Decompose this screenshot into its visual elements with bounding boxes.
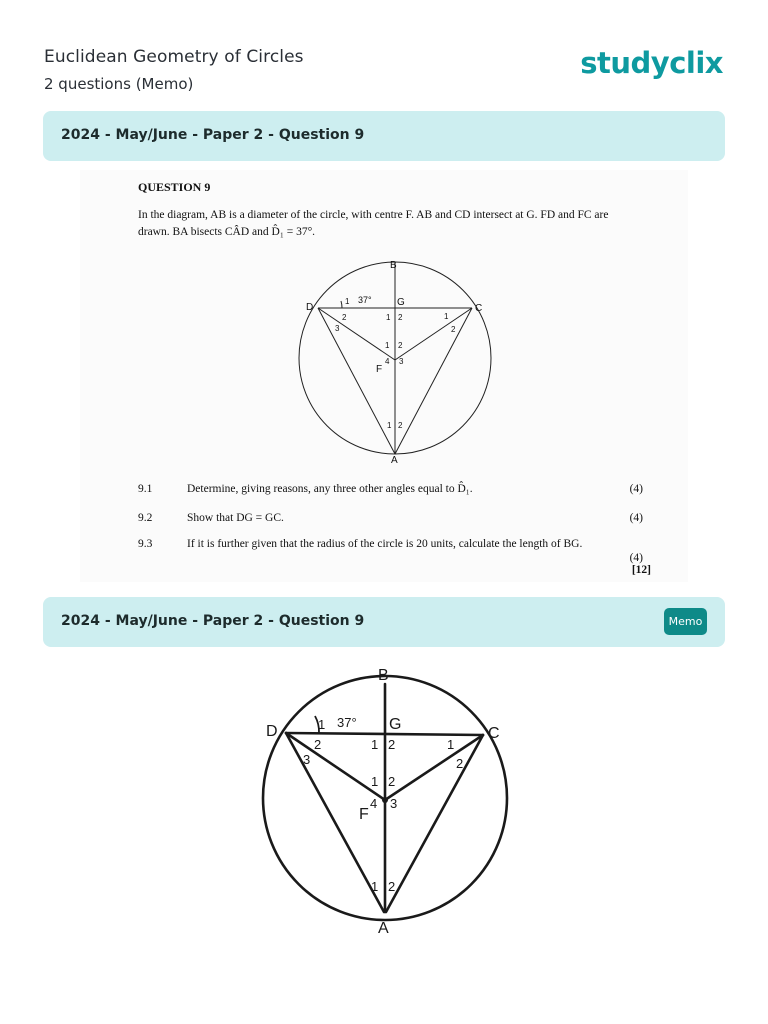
memo-angle-f4: 4 — [370, 796, 378, 811]
angle-f1: 1 — [385, 341, 390, 350]
point-a-label: A — [391, 455, 398, 466]
question-total-marks: [12] — [631, 564, 651, 576]
angle-d2: 2 — [342, 313, 347, 322]
angle-g1: 1 — [386, 313, 391, 322]
angle-c2: 2 — [451, 325, 456, 334]
angle-d1: 1 — [345, 297, 350, 306]
studyclix-logo[interactable]: studyclix — [580, 46, 723, 80]
memo-angle-g1: 1 — [371, 737, 379, 752]
angle-a1: 1 — [387, 421, 392, 430]
point-c-label: C — [475, 303, 483, 314]
memo-line-cf — [385, 735, 483, 800]
angle-f2: 2 — [398, 341, 403, 350]
point-g-label: G — [397, 297, 405, 308]
point-f-label: F — [376, 364, 383, 375]
memo-angle-f3: 3 — [390, 796, 398, 811]
memo-angle-f1: 1 — [371, 774, 379, 789]
angle-f3: 3 — [399, 357, 404, 366]
memo-angle-d1: 1 — [318, 717, 326, 732]
memo-angle-d3: 3 — [303, 752, 311, 767]
memo-centre-dot — [382, 797, 388, 803]
question-item-marks: (4) — [629, 483, 643, 495]
memo-point-c: C — [488, 725, 500, 742]
memo-button[interactable]: Memo — [664, 608, 707, 635]
angle-a2: 2 — [398, 421, 403, 430]
memo-angle-d2: 2 — [314, 737, 322, 752]
angle-f4: 4 — [385, 357, 390, 366]
memo-angle-f2: 2 — [388, 774, 396, 789]
question-item-number: 9.2 — [138, 512, 153, 524]
question-item-number: 9.1 — [138, 483, 153, 495]
angle-g2: 2 — [398, 313, 403, 322]
document-title: Euclidean Geometry of Circles — [44, 47, 304, 67]
question-item-text: If it is further given that the radius of the circle is 20 units, calculate the length of BG. — [187, 538, 583, 550]
memo-angle-c1: 1 — [447, 737, 455, 752]
memo-angle-a1: 1 — [371, 879, 379, 894]
document-subtitle: 2 questions (Memo) — [44, 75, 194, 93]
point-b-label: B — [390, 260, 397, 271]
angle-37-label: 37° — [358, 295, 372, 305]
angle-d3: 3 — [335, 324, 340, 333]
memo-point-f: F — [359, 806, 369, 823]
question-item-text: Show that DG = GC. — [187, 512, 284, 524]
memo-angle-g2: 2 — [388, 737, 396, 752]
memo-bar-label: 2024 - May/June - Paper 2 - Question 9 — [61, 613, 365, 629]
question-item-number: 9.3 — [138, 538, 153, 550]
question-heading: QUESTION 9 — [138, 180, 211, 194]
memo-point-a: A — [378, 920, 389, 937]
memo-point-d: D — [266, 723, 278, 740]
memo-angle-c2: 2 — [456, 756, 464, 771]
question-intro: In the diagram, AB is a diameter of the circle, with centre F. AB and CD intersect at G. FD and FC are drawn. BA bisects CÂD and D̂₁ = 37°. — [138, 209, 609, 238]
question-bar-label: 2024 - May/June - Paper 2 - Question 9 — [61, 127, 365, 143]
question-item-text: Determine, giving reasons, any three other angles equal to D̂₁. — [187, 483, 473, 495]
memo-angle-a2: 2 — [388, 879, 396, 894]
memo-angle-37-label: 37° — [337, 715, 357, 730]
memo-chord-dc — [286, 733, 483, 735]
angle-c1: 1 — [444, 312, 449, 321]
memo-point-b: B — [378, 667, 389, 684]
question-item-marks: (4) — [629, 552, 643, 564]
point-d-label: D — [306, 302, 314, 313]
memo-point-g: G — [389, 716, 402, 733]
question-item-marks: (4) — [629, 512, 643, 524]
